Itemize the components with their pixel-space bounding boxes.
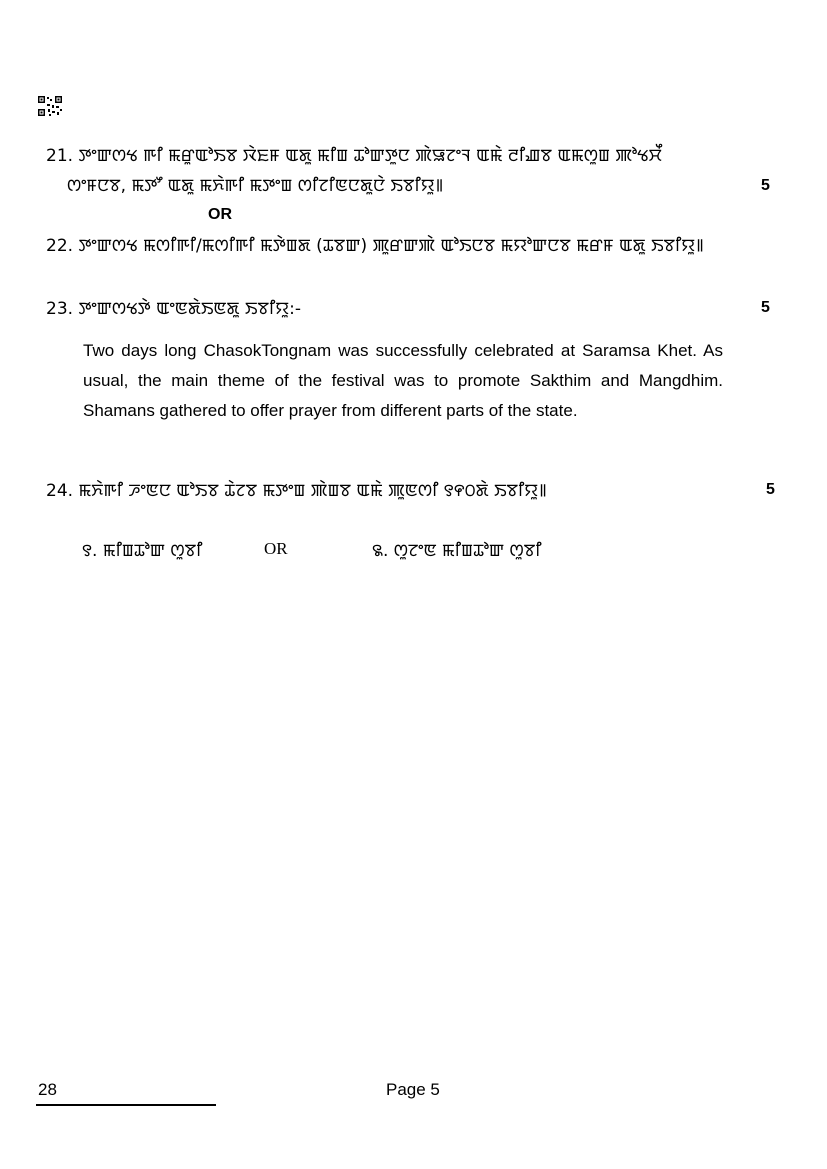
question-text: ꯇꯦꯛꯁꯠ ꯃꯁꯤꯒꯤ/ꯃꯁꯤꯒꯤ ꯃꯇꯥꯡꯗ (ꯊꯕꯛ) ꯄꯨꯔꯛꯄꯥ ꯑꯣꯏꯅꯕ ꯃꯌꯣꯛꯅꯕ ꯃꯔꯝ ꯑꯗꯨ ꯏꯕꯤꯌꯨ꯫ (78, 236, 704, 256)
question-number: 21. (46, 146, 74, 166)
passage-text: Two days long ChasokTongnam was successfully celebrated at Saramsa Khet. As usual, the main theme of the festival was to promote Sakthim and Mangdhim. Shamans gathered to offer prayer from different parts of the state. (83, 341, 723, 420)
option-or-label: OR (264, 539, 288, 558)
marks-21: 5 (761, 177, 770, 194)
question-text: ꯇꯦꯛꯁꯠ ꯒꯤ ꯃꯔꯨꯑꯣꯏꯕ ꯋꯥꯐꯝ ꯑꯗꯨ ꯃꯤꯡ ꯊꯣꯛꯇꯨꯅ ꯄꯥꯎꯖꯦꯜ ꯑꯃꯥ ꯂꯤꯉꯕ ꯑꯃꯁꯨꯡ ꯄꯣꯠꯆꯩ (78, 146, 662, 166)
footer-divider (36, 1104, 216, 1106)
qr-code-icon (37, 95, 63, 117)
question-21-line1 (46, 144, 662, 167)
option-a-label: ꯱. (82, 541, 98, 561)
option-a (82, 539, 202, 562)
marks-23: 5 (761, 299, 770, 316)
option-b-label: ꯲. (372, 541, 389, 561)
option-b (372, 539, 542, 562)
option-a-text: ꯃꯤꯡꯊꯣꯛ ꯁꯨꯕꯤ (102, 541, 203, 561)
question-text: ꯇꯦꯛꯁꯠꯇꯥ ꯑꯦꯟꯗꯥꯏꯟꯗꯨ ꯏꯕꯤꯌꯨ:- (78, 299, 301, 319)
question-number: 24. (46, 481, 74, 501)
question-23 (46, 297, 301, 320)
question-22 (46, 234, 704, 257)
question-21-line2: ꯁꯦꯝꯅꯕ, ꯃꯇꯧ ꯑꯗꯨ ꯃꯈꯥꯒꯤ ꯃꯇꯦꯡ ꯁꯤꯖꯤꯟꯅꯗꯨꯅꯥ ꯏꯕꯤꯌꯨ꯫ (67, 176, 444, 196)
marks-24: 5 (766, 481, 775, 498)
or-label: OR (208, 206, 232, 223)
question-number: 22. (46, 236, 74, 256)
page-number: Page 5 (386, 1080, 440, 1099)
question-24 (46, 479, 547, 502)
question-number: 23. (46, 299, 74, 319)
option-b-text: ꯁꯨꯖꯦꯟ ꯃꯤꯡꯊꯣꯛ ꯁꯨꯕꯤ (393, 541, 542, 561)
question-text: ꯃꯈꯥꯒꯤ ꯍꯦꯟꯅ ꯑꯣꯏꯕ ꯊꯥꯖꯕ ꯃꯇꯦꯡ ꯄꯥꯡꯕ ꯑꯃꯥ ꯄꯨꯟꯁꯤ ꯱꯵꯰ꯗꯥ ꯏꯕꯤꯌꯨ꯫ (78, 481, 547, 501)
paper-code: 28 (38, 1080, 57, 1099)
